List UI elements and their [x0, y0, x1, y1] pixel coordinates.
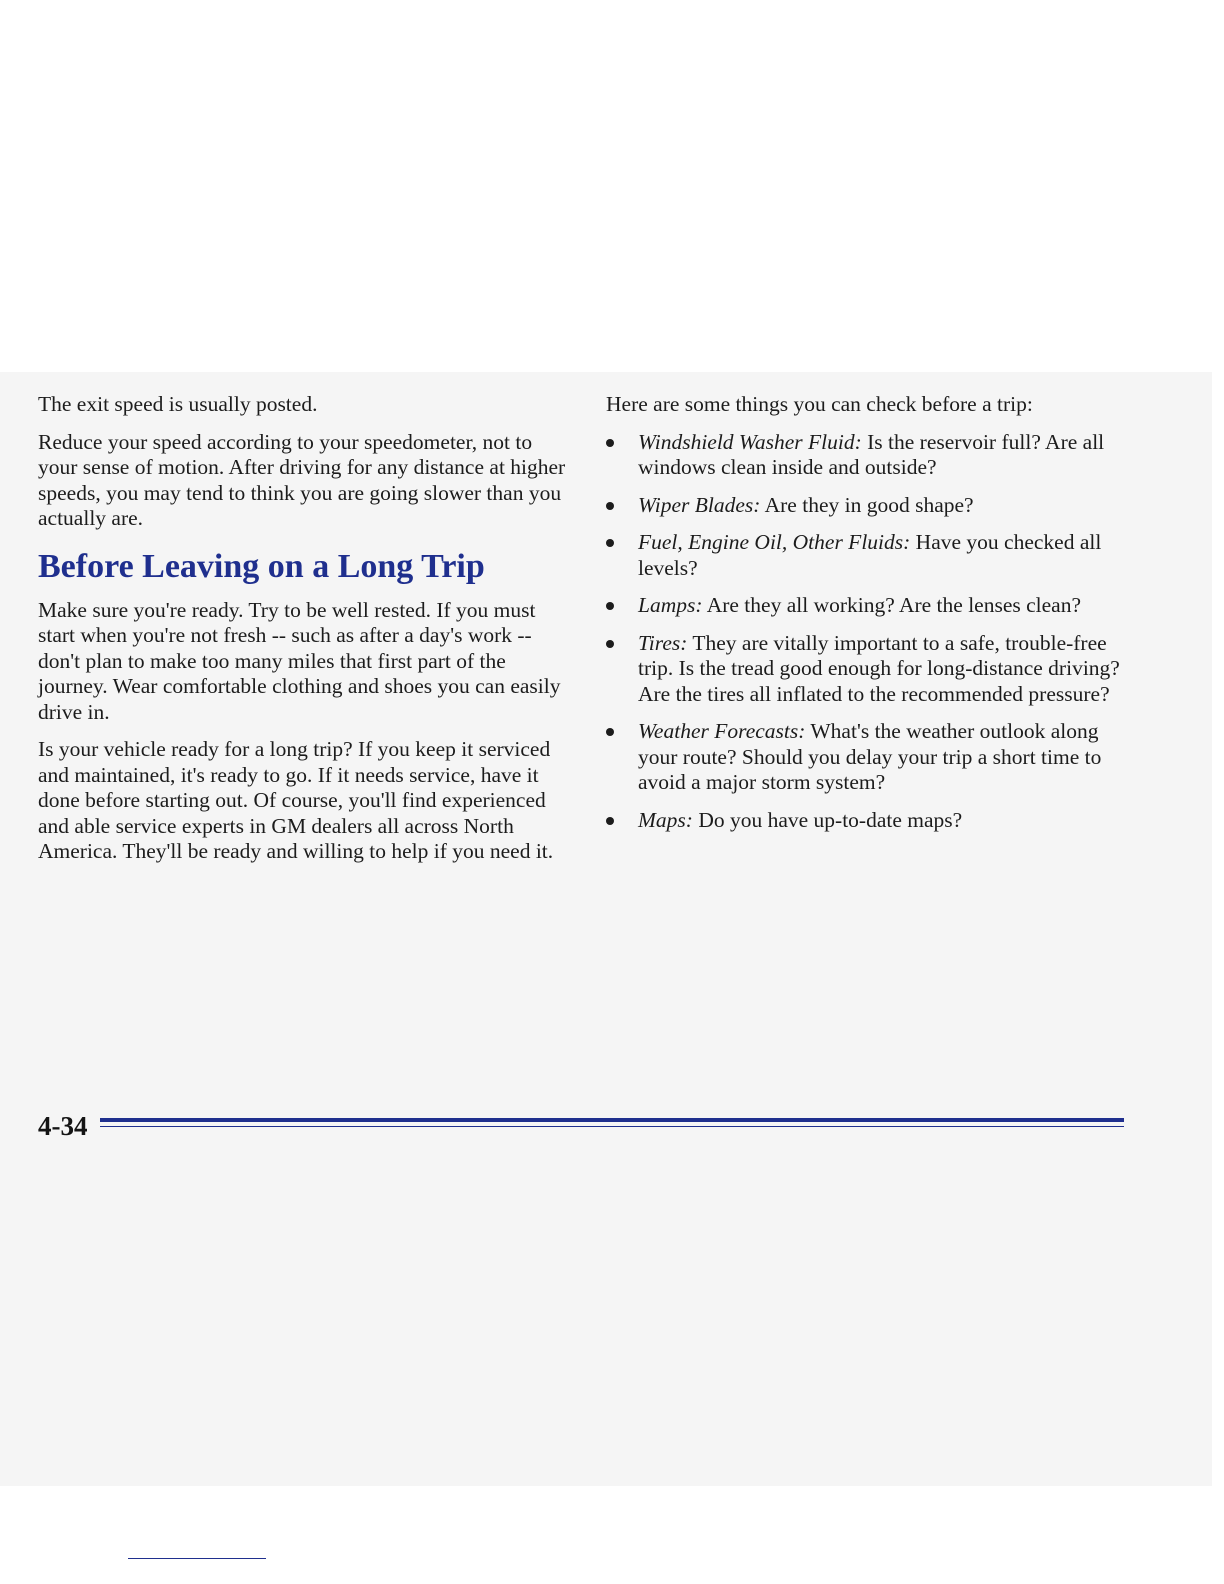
- bullet-icon: [606, 602, 614, 610]
- checklist-text: Have you checked all levels?: [638, 530, 1102, 580]
- checklist-item: [606, 593, 1126, 619]
- checklist-term: Fuel, Engine Oil, Other Fluids:: [638, 530, 911, 554]
- footer-rule-thin: [100, 1126, 1124, 1127]
- checklist-term: Maps:: [638, 807, 693, 832]
- body-paragraph: Make sure you're ready. Try to be well rested. If you must start when you're not fresh -- such as after a day's work -- don't plan to make too many miles that first part of the journey. Wear comfortable clothing and shoes you can easily drive in.: [38, 597, 561, 724]
- bullet-icon: [606, 539, 614, 547]
- checklist-term: Wiper Blades:: [638, 492, 761, 517]
- checklist-term: Weather Forecasts:: [638, 719, 806, 743]
- body-paragraph: Is your vehicle ready for a long trip? If you keep it serviced and maintained, it's ready to go. If it needs service, have it done before starting out. Of course, you'll find experienced and able service experts in GM dealers all across North America. They'll be ready and willing to help if you need it.: [38, 737, 554, 863]
- page-footer: [38, 1106, 1124, 1146]
- bullet-icon: [606, 817, 614, 825]
- trip-checklist: [606, 430, 1126, 834]
- checklist-text: Is the reservoir full? Are all windows clean inside and outside?: [638, 429, 1105, 479]
- checklist-item: [606, 430, 1126, 481]
- footer-rule-thick: [100, 1118, 1124, 1122]
- checklist-item: [606, 530, 1126, 581]
- body-paragraph: Reduce your speed according to your speedometer, not to your sense of motion. After driving for any distance at higher speeds, you may tend to think you are going slower than you actually are.: [38, 429, 566, 530]
- bullet-icon: [606, 728, 614, 736]
- bottom-divider: [128, 1558, 266, 1559]
- checklist-item: [606, 631, 1126, 708]
- checklist-text: Are they all working? Are the lenses clean?: [702, 593, 1082, 617]
- checklist-intro: Here are some things you can check before a trip:: [606, 392, 1033, 416]
- checklist-term: Windshield Washer Fluid:: [638, 429, 862, 454]
- checklist-text: Are they in good shape?: [760, 492, 974, 517]
- checklist-item: [606, 808, 1126, 834]
- checklist-text: They are vitally important to a safe, trouble-free trip. Is the tread good enough for long-distance driving? Are the tires all inflated to the recommended pressure?: [638, 630, 1120, 706]
- checklist-text: What's the weather outlook along your route? Should you delay your trip a short time to avoid a major storm system?: [638, 719, 1102, 794]
- bullet-icon: [606, 439, 614, 447]
- bullet-icon: [606, 640, 614, 648]
- right-column: [606, 392, 1126, 845]
- bullet-icon: [606, 502, 614, 510]
- checklist-term: Tires:: [638, 630, 688, 655]
- left-column: [38, 392, 568, 865]
- page-number: 4-34: [38, 1111, 88, 1141]
- checklist-item: [606, 719, 1126, 796]
- checklist-text: Do you have up-to-date maps?: [692, 807, 963, 832]
- section-heading: Before Leaving on a Long Trip: [38, 547, 485, 585]
- body-paragraph: The exit speed is usually posted.: [38, 392, 318, 416]
- checklist-term: Lamps:: [638, 593, 703, 617]
- checklist-item: [606, 493, 1126, 519]
